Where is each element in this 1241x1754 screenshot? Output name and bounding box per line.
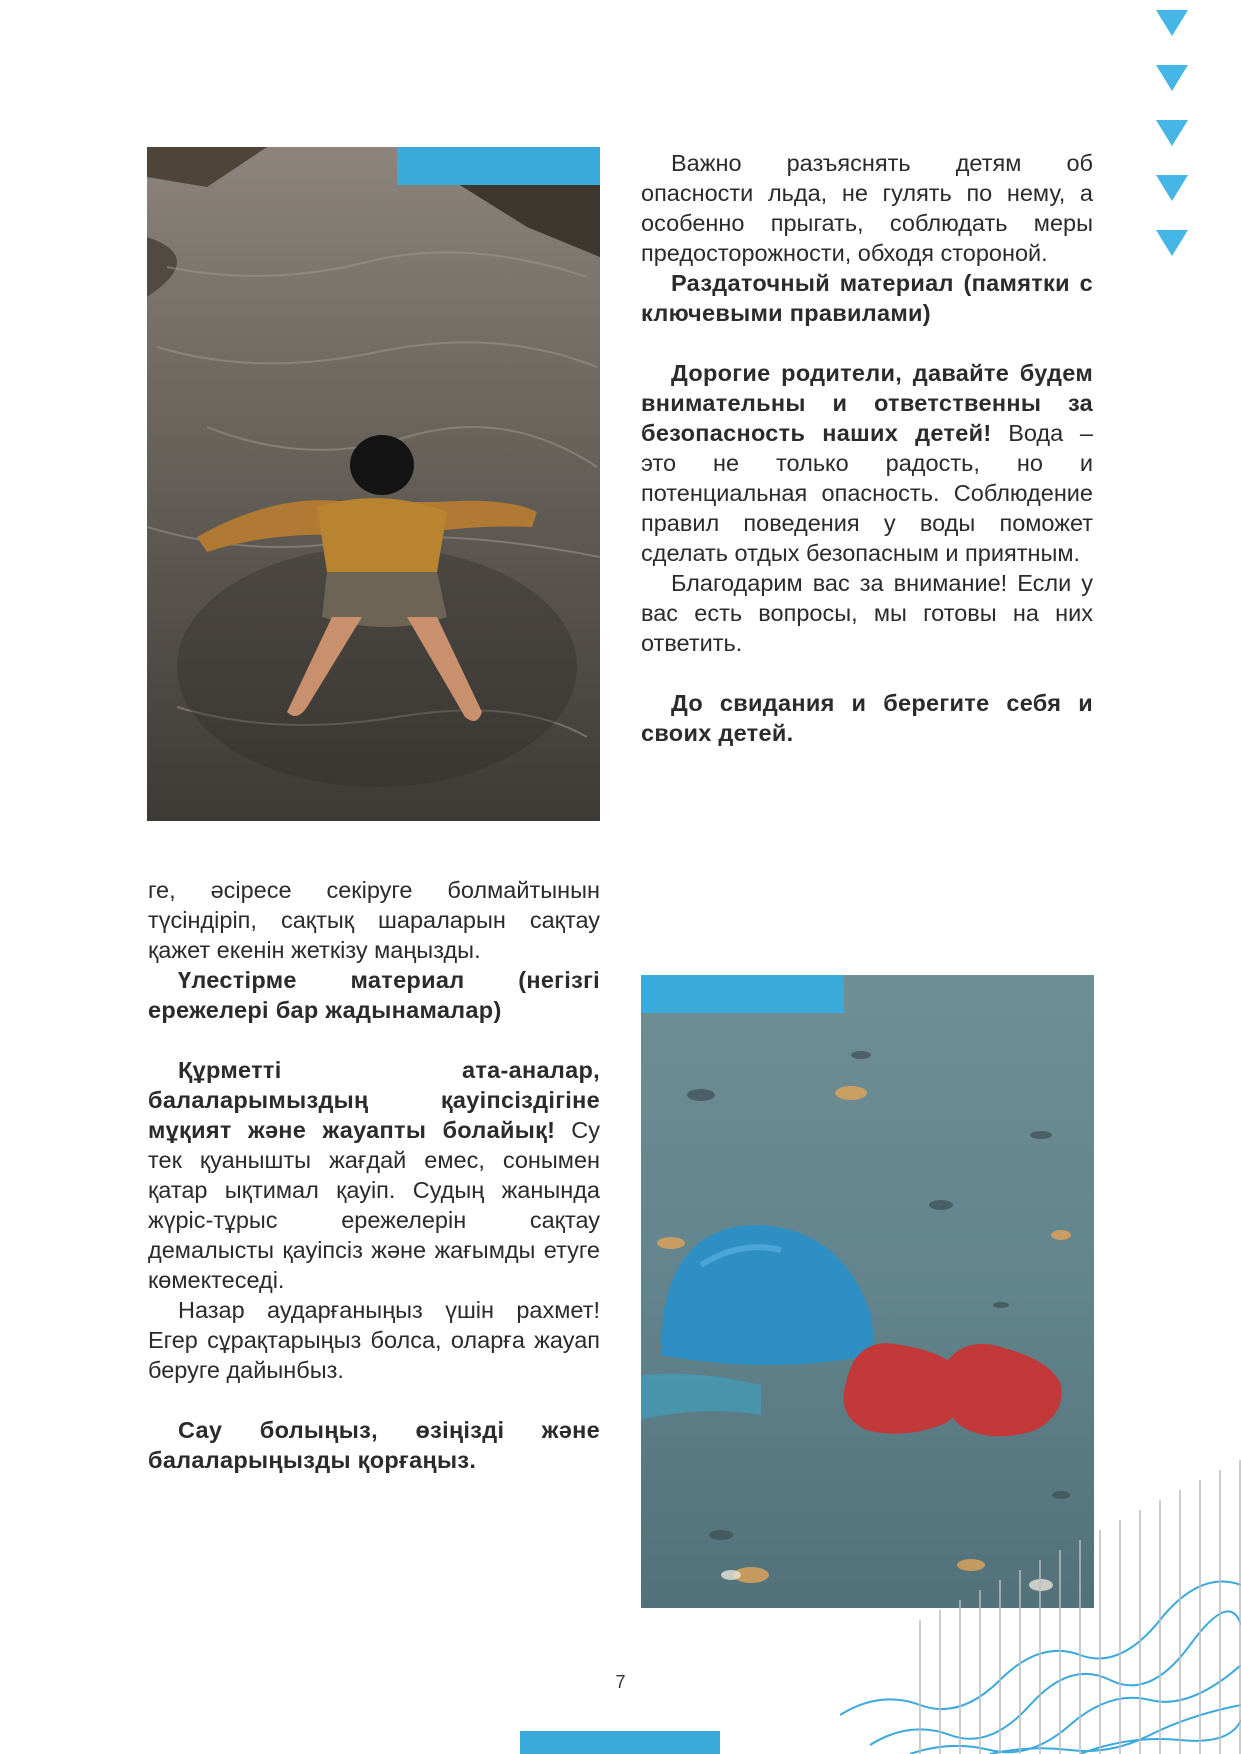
kk-paragraph-parents: [148, 1055, 600, 1295]
kk-parents-bold: Құрметті ата-аналар, балаларымыздың қауіпсіздігіне мұқият және жауапты болайық!: [148, 1057, 600, 1143]
ru-parents-text: Вода – это не только радость, но и потенциальная опасность. Соблюдение правил поведения у воды поможет сделать отдых безопасным и приятным.: [641, 420, 1093, 566]
ru-paragraph-parents: [641, 358, 1093, 568]
kk-paragraph-goodbye: Сау болыңыз, өзіңізді және балаларыңызды қорғаңыз.: [148, 1417, 600, 1473]
accent-bar-photo-1: [397, 147, 600, 185]
triangle-decoration-3: [1156, 120, 1188, 146]
triangle-decoration-4: [1156, 175, 1188, 201]
kazakh-text-column: [148, 875, 600, 1475]
triangle-decoration-2: [1156, 65, 1188, 91]
accent-bar-photo-2: [641, 975, 844, 1013]
photo-child-in-water: [147, 147, 600, 821]
page-number: 7: [615, 1672, 626, 1692]
wave-decoration: [840, 1450, 1241, 1754]
russian-text-column: [641, 148, 1093, 748]
triangle-decoration-5: [1156, 230, 1188, 256]
kk-parents-text: Су тек қуанышты жағдай емес, сонымен қатар ықтимал қауіп. Судың жанында жүріс-тұрыс ережелерін сақтау демалысты қауіпсіз және жағымды етуге көмектеседі.: [148, 1117, 600, 1293]
kk-paragraph-thanks: Назар аударғаныңыз үшін рахмет! Егер сұрақтарыңыз болса, оларға жауап беруге дайынбыз.: [148, 1297, 600, 1383]
triangle-decoration-1: [1156, 10, 1188, 36]
kk-paragraph-1: ге, әсіресе секіруге болмайтынын түсіндіріп, сақтық шараларын сақтау қажет екенін жеткізу маңызды.: [148, 877, 600, 963]
bottom-accent-bar: [520, 1731, 720, 1754]
ru-paragraph-thanks: Благодарим вас за внимание! Если у вас есть вопросы, мы готовы на них ответить.: [641, 570, 1093, 656]
ru-parents-bold: Дорогие родители, давайте будем внимательны и ответственны за безопасность наших детей!: [641, 360, 1093, 446]
ru-paragraph-1: Важно разъяснять детям об опасности льда, не гулять по нему, а особенно прыгать, соблюдать меры предосторожности, обходя стороной.: [641, 150, 1093, 266]
ru-paragraph-handout: Раздаточный материал (памятки с ключевыми правилами): [641, 270, 1093, 326]
ru-paragraph-goodbye: До свидания и берегите себя и своих детей.: [641, 690, 1093, 746]
kk-paragraph-handout: Үлестірме материал (негізгі ережелері бар жадынамалар): [148, 967, 600, 1023]
